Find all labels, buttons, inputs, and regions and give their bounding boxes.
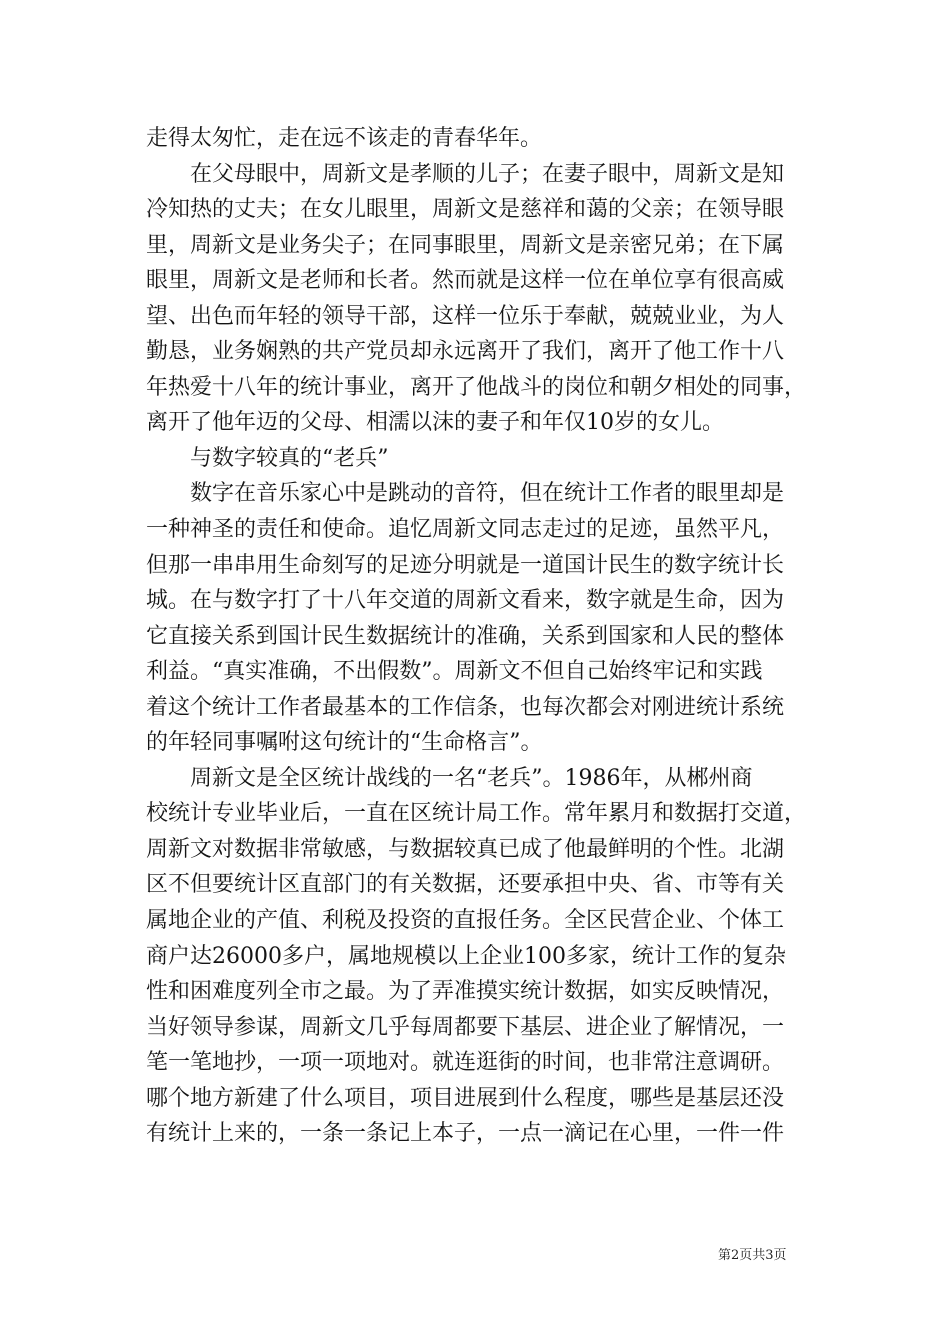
text-line: 商户达26000多户，属地规模以上企业100多家，统计工作的复杂 xyxy=(146,943,786,969)
text-line: 属地企业的产值、利税及投资的直报任务。全区民营企业、个体工 xyxy=(146,908,785,934)
text-line: 冷知热的丈夫；在女儿眼里，周新文是慈祥和蔼的父亲；在领导眼 xyxy=(146,197,785,223)
text-line: 笔一笔地抄，一项一项地对。就连逛街的时间，也非常注意调研。 xyxy=(146,1050,785,1076)
text-line: 年热爱十八年的统计事业，离开了他战斗的岗位和朝夕相处的同事， xyxy=(146,374,807,400)
text-line: 利益。“真实准确，不出假数”。周新文不但自己始终牢记和实践 xyxy=(146,659,763,685)
text-line: 哪个地方新建了什么项目，项目进展到什么程度，哪些是基层还没 xyxy=(146,1085,785,1111)
text-line: 离开了他年迈的父母、相濡以沫的妻子和年仅10岁的女儿。 xyxy=(146,410,724,436)
text-line: 着这个统计工作者最基本的工作信条，也每次都会对刚进统计系统 xyxy=(146,694,785,720)
text-line: 里，周新文是业务尖子；在同事眼里，周新文是亲密兄弟；在下属 xyxy=(146,232,785,258)
text-line: 勤恳，业务娴熟的共产党员却永远离开了我们，离开了他工作十八 xyxy=(146,339,785,365)
text-line: 周新文是全区统计战线的一名“老兵”。1986年，从郴州商 xyxy=(146,765,753,791)
text-line: 望、出色而年轻的领导干部，这样一位乐于奉献，兢兢业业，为人 xyxy=(146,303,785,329)
text-line: 但那一串串用生命刻写的足迹分明就是一道国计民生的数字统计长 xyxy=(146,552,785,578)
text-line: 性和困难度列全市之最。为了弄准摸实统计数据，如实反映情况， xyxy=(146,979,785,1005)
page-number: 第2页共3页 xyxy=(718,1248,787,1263)
text-line: 走得太匆忙，走在远不该走的青春华年。 xyxy=(146,126,543,151)
text-line: 当好领导参谋，周新文几乎每周都要下基层、进企业了解情况，一 xyxy=(146,1014,785,1040)
text-line: 校统计专业毕业后，一直在区统计局工作。常年累月和数据打交道， xyxy=(146,801,807,827)
text-line: 在父母眼中，周新文是孝顺的儿子；在妻子眼中，周新文是知 xyxy=(146,161,785,187)
text-line: 周新文对数据非常敏感，与数据较真已成了他最鲜明的个性。北湖 xyxy=(146,836,785,862)
text-line: 一种神圣的责任和使命。追忆周新文同志走过的足迹，虽然平凡， xyxy=(146,517,785,543)
text-line: 区不但要统计区直部门的有关数据，还要承担中央、省、市等有关 xyxy=(146,872,785,898)
document-body xyxy=(146,121,816,1152)
text-line: 的年轻同事嘱咐这句统计的“生命格言”。 xyxy=(146,730,543,756)
text-line: 眼里，周新文是老师和长者。然而就是这样一位在单位享有很高威 xyxy=(146,268,785,294)
text-line: 与数字较真的“老兵” xyxy=(146,445,389,471)
text-line: 数字在音乐家心中是跳动的音符，但在统计工作者的眼里却是 xyxy=(146,481,785,507)
text-line: 它直接关系到国计民生数据统计的准确，关系到国家和人民的整体 xyxy=(146,623,785,649)
text-line: 有统计上来的，一条一条记上本子，一点一滴记在心里，一件一件 xyxy=(146,1121,785,1147)
text-line: 城。在与数字打了十八年交道的周新文看来，数字就是生命，因为 xyxy=(146,588,785,614)
